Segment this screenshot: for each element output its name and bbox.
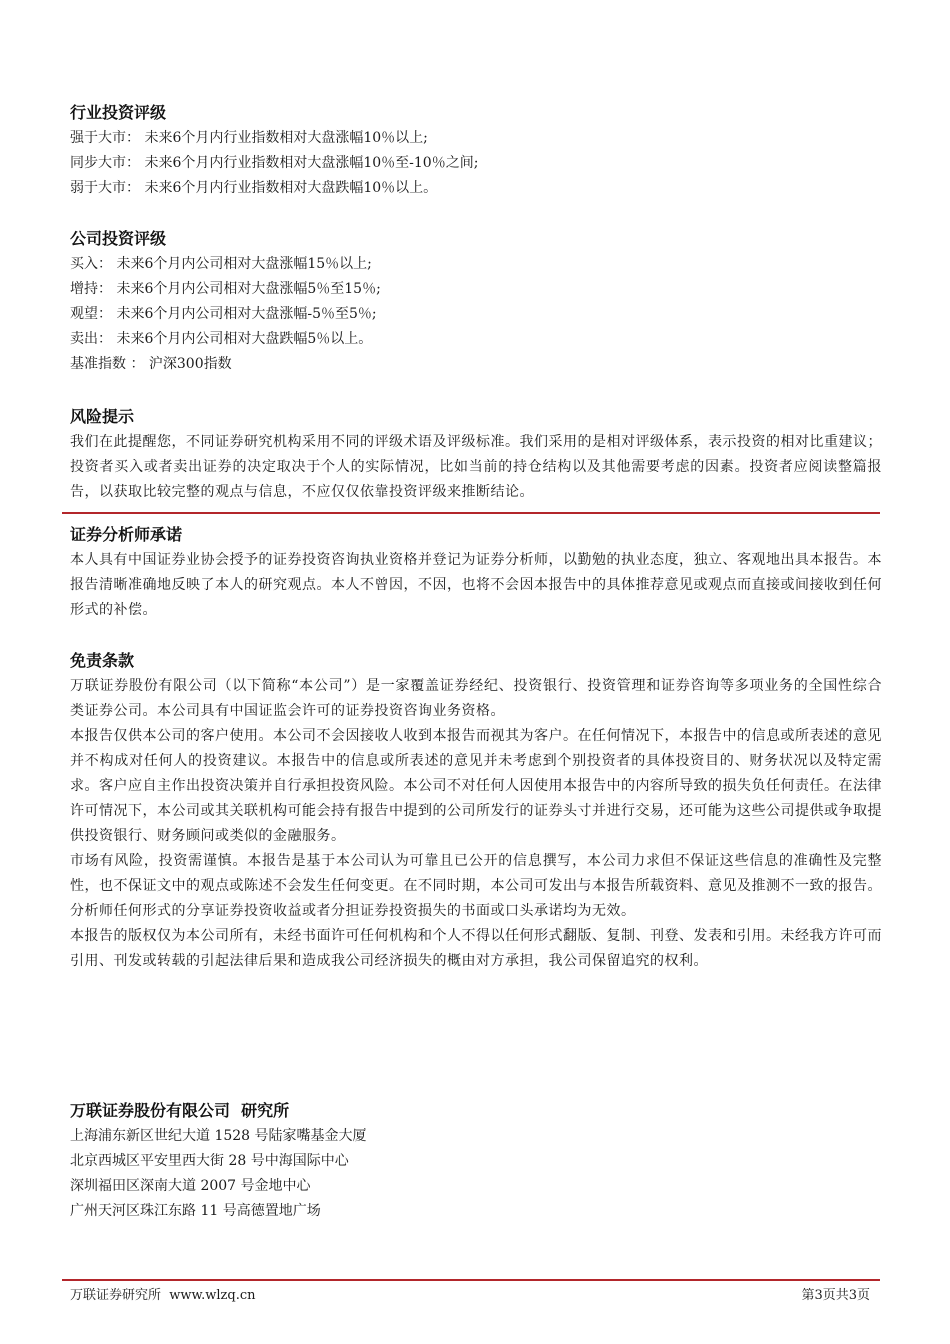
disclaimer-paragraph: 市场有风险，投资需谨慎。本报告是基于本公司认为可靠且已公开的信息撰写，本公司力求但不保证这些信息的准确性及完整性，也不保证文中的观点或陈述不会发生任何变更。在不同时期，本公司可发出与本报告所载资料、意见及推测不一致的报告。分析师任何形式的分享证券投资收益或者分担证券投资损失的书面或口头承诺均为无效。 [70,853,882,919]
disclaimer-section [70,648,882,974]
benchmark-index-line: 基准指数 ： 沪深300指数 [70,356,232,372]
address-guangzhou: 广州天河区珠江东路 11 号高德置地广场 [70,1203,321,1219]
section-divider [62,512,880,514]
disclaimer-title: 免责条款 [70,651,135,670]
industry-rating-title: 行业投资评级 [70,103,167,122]
address-beijing: 北京西城区平安里西大街 28 号中海国际中心 [70,1153,349,1169]
disclaimer-paragraph: 万联证券股份有限公司（以下简称“本公司”）是一家覆盖证券经纪、投资银行、投资管理和证券咨询等多项业务的全国性综合类证券公司。本公司具有中国证监会许可的证券投资咨询业务资格。 [70,678,882,719]
disclaimer-paragraph: 本报告仅供本公司的客户使用。本公司不会因接收人收到本报告而视其为客户。在任何情况下，本报告中的信息或所表述的意见并不构成对任何人的投资建议。本报告中的信息或所表述的意见并未考虑到个别投资者的具体投资目的、财务状况以及特定需求。客户应自主作出投资决策并自行承担投资风险。本公司不对任何人因使用本报告中的内容所导致的损失负任何责任。在法律许可情况下，本公司或其关联机构可能会持有报告中提到的公司所发行的证券头寸并进行交易，还可能为这些公司提供或争取提供投资银行、财务顾问或类似的金融服务。 [70,728,882,844]
company-title: 万联证券股份有限公司 研究所 [70,1101,290,1120]
risk-title: 风险提示 [70,407,135,426]
company-rating-line: 增持： 未来6个月内公司相对大盘涨幅5％至15％; [70,281,381,297]
company-rating-section [70,226,882,377]
risk-section [70,404,882,505]
company-info-section [70,1098,882,1224]
analyst-paragraph: 本人具有中国证券业协会授予的证券投资咨询执业资格并登记为证券分析师，以勤勉的执业态度，独立、客观地出具本报告。本报告清晰准确地反映了本人的研究观点。本人不曾因，不因，也将不会因本报告中的具体推荐意见或观点而直接或间接收到任何形式的补偿。 [70,552,882,618]
company-rating-line: 买入： 未来6个月内公司相对大盘涨幅15％以上; [70,256,372,272]
analyst-title: 证券分析师承诺 [70,525,183,544]
disclaimer-paragraph: 本报告的版权仅为本公司所有，未经书面许可任何机构和个人不得以任何形式翻版、复制、刊登、发表和引用。未经我方许可而引用、刊发或转载的引起法律后果和造成我公司经济损失的概由对方承担，我公司保留追究的权利。 [70,928,882,969]
analyst-section [70,522,882,623]
address-shanghai: 上海浦东新区世纪大道 1528 号陆家嘴基金大厦 [70,1128,367,1144]
address-shenzhen: 深圳福田区深南大道 2007 号金地中心 [70,1178,311,1194]
risk-paragraph: 我们在此提醒您，不同证券研究机构采用不同的评级术语及评级标准。我们采用的是相对评级体系，表示投资的相对比重建议；投资者买入或者卖出证券的决定取决于个人的实际情况，比如当前的持仓结构以及其他需要考虑的因素。投资者应阅读整篇报告，以获取比较完整的观点与信息，不应仅仅依靠投资评级来推断结论。 [70,434,882,500]
company-rating-line: 卖出： 未来6个月内公司相对大盘跌幅5％以上。 [70,331,373,347]
company-rating-line: 观望： 未来6个月内公司相对大盘涨幅-5％至5％; [70,306,377,322]
industry-rating-section [70,100,882,201]
page-number: 第3页共3页 [801,1288,870,1303]
industry-rating-line: 同步大市： 未来6个月内行业指数相对大盘涨幅10％至-10％之间; [70,155,479,171]
footer-divider [62,1279,880,1281]
industry-rating-line: 弱于大市： 未来6个月内行业指数相对大盘跌幅10％以上。 [70,180,438,196]
footer-left: 万联证券研究所 www.wlzq.cn [70,1288,256,1303]
industry-rating-line: 强于大市： 未来6个月内行业指数相对大盘涨幅10％以上; [70,130,428,146]
company-rating-title: 公司投资评级 [70,229,167,248]
